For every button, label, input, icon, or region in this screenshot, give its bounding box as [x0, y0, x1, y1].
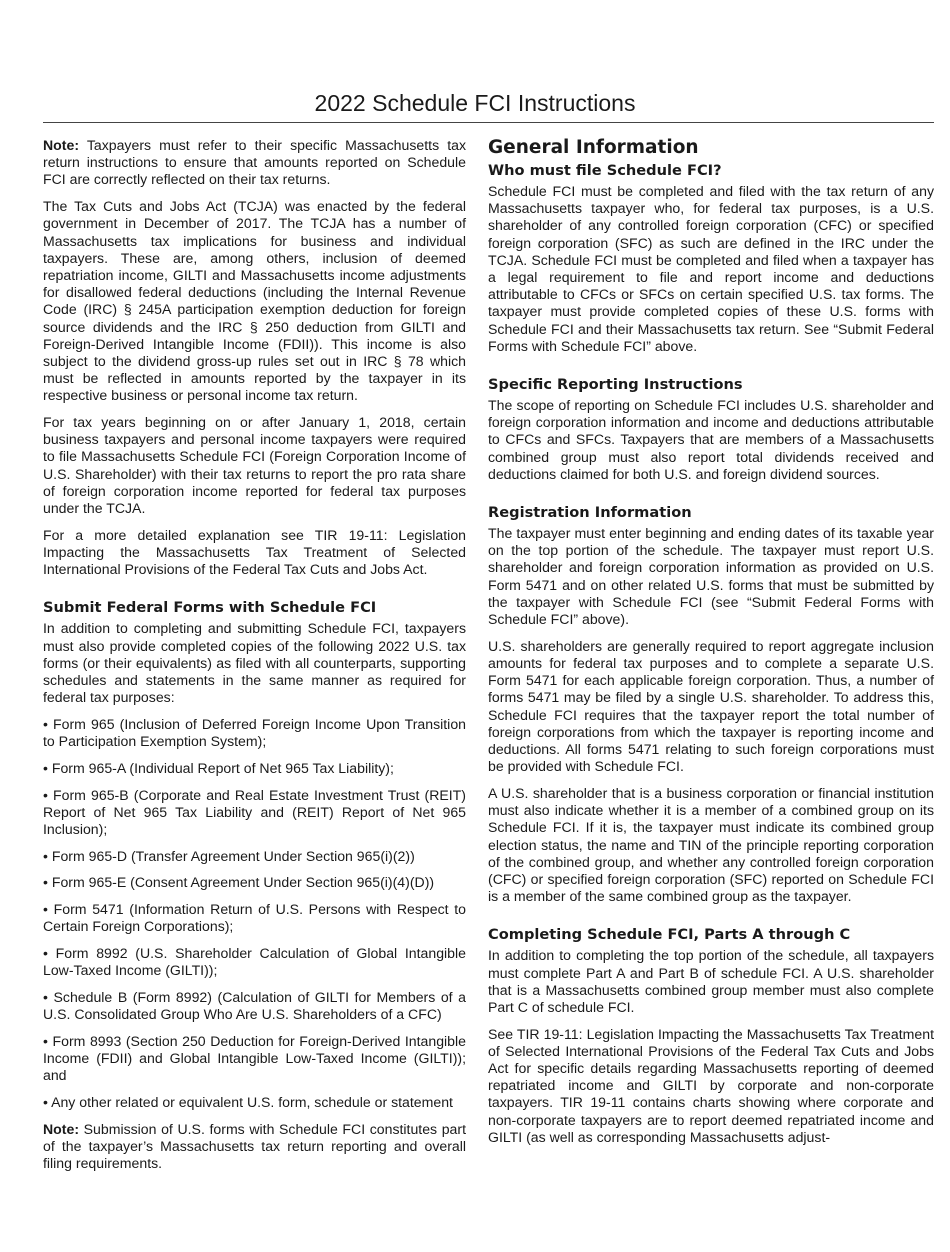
list-item: • Form 965-B (Corporate and Real Estate Investment Trust (REIT) Report of Net 965 Tax Liability and (REIT) Report of Net 965 Inclusion); — [43, 786, 466, 837]
list-item: • Form 8993 (Section 250 Deduction for Foreign-Derived Intangible Income (FDII) and Global Intangible Low-Taxed Income (GILTI)); and — [43, 1032, 466, 1084]
tax-years-paragraph: For tax years beginning on or after January 1, 2018, certain business taxpayers and personal income taxpayers were required to file Massachusetts Schedule FCI (Foreign Corporation Income of U.S. Shareholder) with their tax returns to report the pro rata share of foreign corporation income reported for federal tax purposes under the TCJA. — [43, 414, 466, 517]
tir-reference-paragraph: For a more detailed explanation see TIR 19-11: Legislation Impacting the Massachusetts Tax Treatment of Selected International Provisions of the Federal Tax Cuts and Jobs Act. — [43, 526, 466, 578]
note-taxpayers — [43, 137, 466, 189]
registration-text-1: The taxpayer must enter beginning and ending dates of its taxable year on the top portion of the schedule. The taxpayer must report U.S. shareholder and foreign corporation information as provided on U.S. Form 5471 and on other related U.S. forms that must be submitted by the taxpayer with Schedule FCI (see “Submit Federal Forms with Schedule FCI” above). — [488, 525, 934, 628]
list-item: • Form 965-A (Individual Report of Net 965 Tax Liability); — [43, 759, 394, 776]
registration-text-2: U.S. shareholders are generally required to report aggregate inclusion amounts for federal tax purposes and to complete a separate U.S. Form 5471 for each applicable foreign corporation. Thus, a number of forms 5471 may be filed by a single U.S. shareholder. To address this, Schedule FCI requires that the taxpayer report the total number of foreign corporations from which the taxpayer is reporting income and deductions. All forms 5471 relating to such foreign corporations must be provided with Schedule FCI. — [488, 637, 934, 775]
list-item: • Schedule B (Form 8992) (Calculation of GILTI for Members of a U.S. Consolidated Group Who Are U.S. Shareholders of a CFC) — [43, 988, 466, 1023]
list-item: • Form 965-D (Transfer Agreement Under Section 965(i)(2)) — [43, 847, 415, 864]
note-submission — [43, 1121, 466, 1173]
who-must-file-heading: Who must file Schedule FCI? — [488, 162, 722, 179]
left-column — [43, 137, 466, 1182]
general-information-heading: General Information — [488, 137, 699, 158]
tcja-paragraph: The Tax Cuts and Jobs Act (TCJA) was enacted by the federal government in December of 2017. The TCJA has a number of Massachusetts tax implications for business and individual taxpayers. These are, among others, inclusion of deemed repatriation income, GILTI and Massachusetts income adjustments for disallowed federal deductions (including the Internal Revenue Code (IRC) § 245A participation exemption deduction for foreign source dividends and the IRC § 250 deduction from GILTI and Foreign-Derived Intangible Income (FDII)). This income is also subject to the dividend gross-up rules set out in IRC § 78 which must be reflected in amounts reported by the taxpayer in its respective business or personal income tax return. — [43, 198, 466, 404]
specific-reporting-text: The scope of reporting on Schedule FCI includes U.S. shareholder and foreign corporation information and income and deductions attributable to CFCs and SFCs. Taxpayers that are members of a Massachusetts combined group must also report total dividends received and deductions claimed for both U.S. and foreign dividend sources. — [488, 397, 934, 482]
list-item: • Form 965-E (Consent Agreement Under Section 965(i)(4)(D)) — [43, 874, 435, 891]
page-title: 2022 Schedule FCI Instructions — [314, 90, 636, 116]
specific-reporting-heading: Specific Reporting Instructions — [488, 376, 743, 394]
registration-heading: Registration Information — [488, 504, 692, 522]
note-label: Note: — [43, 1120, 80, 1137]
list-item: • Form 965 (Inclusion of Deferred Foreign Income Upon Transition to Participation Exemption System); — [43, 715, 466, 750]
list-item: • Form 8992 (U.S. Shareholder Calculation of Global Intangible Low-Taxed Income (GILTI)); — [43, 944, 466, 979]
list-item: • Form 5471 (Information Return of U.S. Persons with Respect to Certain Foreign Corporations); — [43, 901, 466, 935]
note-text: Taxpayers must refer to their specific Massachusetts tax return instructions to ensure that amounts reported on Schedule FCI are correctly reflected on their tax returns. — [43, 137, 466, 188]
completing-text-2: See TIR 19-11: Legislation Impacting the Massachusetts Tax Treatment of Selected International Provisions of the Federal Tax Cuts and Jobs Act for specific details regarding Massachusetts reporting of deemed repatriated income and GILTI by corporate and non-corporate taxpayers. TIR 19-11 contains charts showing where corporate and non-corporate taxpayers are to report deemed repatriated income and GILTI (as well as corresponding Massachusetts adjust- — [488, 1025, 934, 1145]
note-text: Submission of U.S. forms with Schedule FCI constitutes part of the taxpayer’s Massachusetts tax return reporting and overall filing requirements. — [43, 1120, 466, 1171]
right-column — [488, 136, 934, 1156]
who-must-file-text: Schedule FCI must be completed and filed with the tax return of any Massachusetts taxpayer who, for federal tax purposes, is a U.S. shareholder of any controlled foreign corporation (CFC) or specified foreign corporation (SFC) as such are defined in the IRC under the TCJA. Schedule FCI must be completed and filed when a taxpayer has a legal requirement to file and report income and deductions attributable to CFCs or SFCs on certain specified U.S. tax forms. The taxpayer must provide completed copies of these U.S. forms with Schedule FCI and their Massachusetts tax return. See “Submit Federal Forms with Schedule FCI” above. — [488, 183, 934, 354]
submit-forms-heading: Submit Federal Forms with Schedule FCI — [43, 599, 377, 617]
completing-schedule-heading: Completing Schedule FCI, Parts A through C — [488, 926, 851, 944]
registration-text-3: A U.S. shareholder that is a business corporation or financial institution must also indicate whether it is a member of a combined group on its Schedule FCI. If it is, the taxpayer must indicate its combined group election status, the name and TIN of the principle reporting corporation of the combined group, and whether any controlled foreign corporation (CFC) or specified foreign corporation (SFC) reported on Schedule FCI is a member of the same combined group as the taxpayer. — [488, 784, 934, 905]
title-rule — [43, 122, 934, 123]
completing-text-1: In addition to completing the top portion of the schedule, all taxpayers must complete Part A and Part B of schedule FCI. A U.S. shareholder that is a Massachusetts combined group member must also complete Part C of schedule FCI. — [488, 947, 934, 1015]
note-label: Note: — [43, 137, 80, 153]
list-item: • Any other related or equivalent U.S. form, schedule or statement — [43, 1093, 453, 1110]
submit-forms-intro: In addition to completing and submitting Schedule FCI, taxpayers must also provide completed copies of the following 2022 U.S. tax forms (or their equivalents) as filed with all counterparts, supporting schedules and statements in the same manner as required for federal tax purposes: — [43, 620, 466, 706]
